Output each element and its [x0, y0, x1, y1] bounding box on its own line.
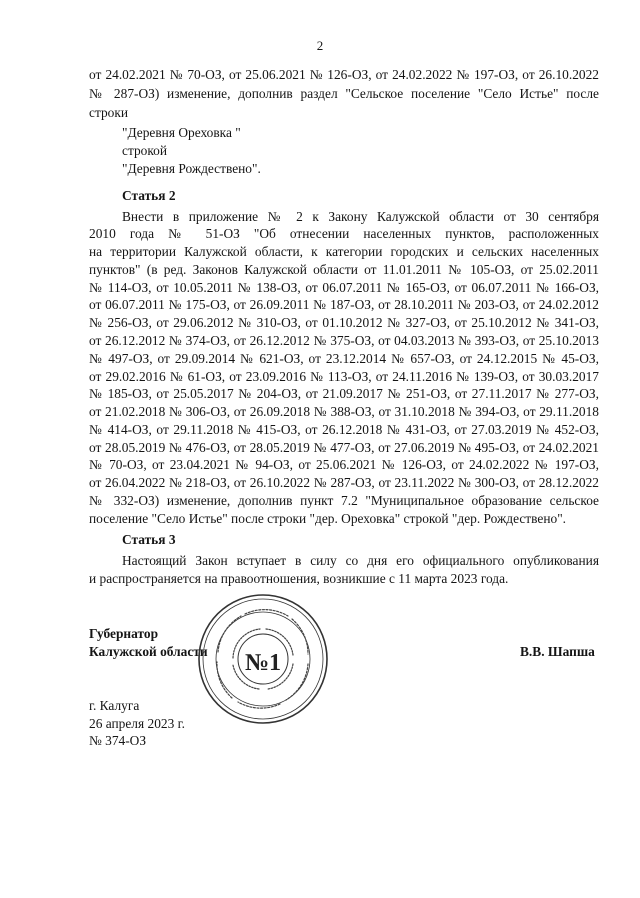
article-line: пунктов" (в ред. Законов Калужской области от 11.01.2011 № 105-ОЗ, от 25.02.2011 — [89, 262, 599, 277]
article-line: и распространяется на правоотношения, возникшие с 11 марта 2023 года. — [89, 571, 509, 586]
article-line: от 21.02.2018 № 306-ОЗ, от 26.09.2018 № 388-ОЗ, от 31.10.2018 № 394-ОЗ, от 29.11.2018 — [89, 404, 599, 419]
insert-line: строкой — [122, 143, 168, 158]
insert-line: "Деревня Ореховка " — [122, 125, 241, 140]
article-line: № 114-ОЗ, от 10.05.2011 № 138-ОЗ, от 06.07.2011 № 165-ОЗ, от 06.07.2011 № 166-ОЗ, — [89, 280, 599, 295]
article-line: поселение "Село Истье" после строки "дер. Ореховка" строкой "дер. Рождествено". — [89, 511, 567, 526]
article-line: от 26.12.2012 № 374-ОЗ, от 26.12.2012 № 375-ОЗ, от 04.03.2013 № 393-ОЗ, от 25.10.2013 — [89, 333, 599, 348]
article-line: № 414-ОЗ, от 29.11.2018 № 415-ОЗ, от 26.12.2018 № 431-ОЗ, от 27.03.2019 № 452-ОЗ, — [89, 422, 599, 437]
signatory-title: Губернатор — [89, 626, 159, 641]
article-line: Настоящий Закон вступает в силу со дня его официального опубликования — [122, 553, 599, 568]
article-line: № 497-ОЗ, от 29.09.2014 № 621-ОЗ, от 23.12.2014 № 657-ОЗ, от 24.12.2015 № 45-ОЗ, — [89, 351, 599, 366]
insert-line: "Деревня Рождествено". — [122, 161, 261, 176]
article-line: № 185-ОЗ, от 25.05.2017 № 204-ОЗ, от 21.09.2017 № 251-ОЗ, от 27.11.2017 № 277-ОЗ, — [89, 386, 599, 401]
article-3-heading: Статья 3 — [122, 532, 176, 547]
article-2-heading: Статья 2 — [122, 188, 176, 203]
article-line: от 28.05.2019 № 476-ОЗ, от 28.05.2019 № 477-ОЗ, от 27.06.2019 № 495-ОЗ, от 24.02.2021 — [89, 440, 599, 455]
paragraph-line: от 24.02.2021 № 70-ОЗ, от 25.06.2021 № 126-ОЗ, от 24.02.2022 № 197-ОЗ, от 26.10.2022 — [89, 67, 599, 82]
signatory-title: Калужской области — [89, 644, 208, 659]
article-line: № 332-ОЗ) изменение, дополнив пункт 7.2 "Муниципальное образование сельское — [89, 493, 599, 508]
page-number: 2 — [316, 38, 324, 53]
article-line: на территории Калужской области, к категории городских и сельских населенных — [89, 244, 599, 259]
law-number: № 374-ОЗ — [89, 733, 147, 748]
article-line: 2010 года № 51-ОЗ "Об отнесении населенных пунктов, расположенных — [89, 226, 599, 241]
date: 26 апреля 2023 г. — [89, 716, 185, 731]
article-line: от 26.04.2022 № 218-ОЗ, от 26.10.2022 № 287-ОЗ, от 23.11.2022 № 300-ОЗ, от 28.12.2022 — [89, 475, 599, 490]
signatory-name: В.В. Шапша — [520, 644, 595, 659]
article-line: № 70-ОЗ, от 23.04.2021 № 94-ОЗ, от 25.06.2021 № 126-ОЗ, от 24.02.2022 № 197-ОЗ, — [89, 457, 599, 472]
official-seal — [196, 592, 330, 726]
place: г. Калуга — [89, 698, 140, 713]
seal-number: №1 — [244, 650, 282, 676]
article-line: от 29.02.2016 № 61-ОЗ, от 23.09.2016 № 113-ОЗ, от 24.11.2016 № 139-ОЗ, от 30.03.2017 — [89, 369, 599, 384]
article-line: № 256-ОЗ, от 29.06.2012 № 310-ОЗ, от 01.10.2012 № 327-ОЗ, от 25.10.2012 № 341-ОЗ, — [89, 315, 599, 330]
paragraph-line: строки — [89, 105, 129, 120]
article-line: Внести в приложение № 2 к Закону Калужской области от 30 сентября — [122, 209, 599, 224]
paragraph-line: № 287-ОЗ) изменение, дополнив раздел "Сельское поселение "Село Истье" после — [89, 86, 599, 101]
article-line: от 06.07.2011 № 175-ОЗ, от 26.09.2011 № 187-ОЗ, от 28.10.2011 № 203-ОЗ, от 24.02.2012 — [89, 297, 599, 312]
